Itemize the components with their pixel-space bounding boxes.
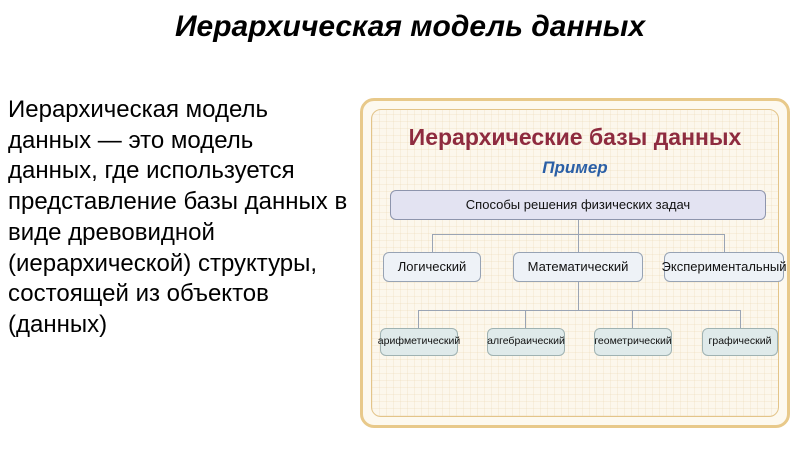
diagram-node-level2-2: Экспериментальный <box>664 252 784 282</box>
connector-level3-1 <box>525 310 526 328</box>
connector-level2-mid <box>578 234 579 252</box>
diagram-node-level2-1: Математический <box>513 252 643 282</box>
diagram-title: Иерархические базы данных <box>408 124 742 150</box>
diagram-node-level3-0: арифметический <box>380 328 458 356</box>
connector-level2-left <box>432 234 433 252</box>
connector-root-down <box>578 220 579 234</box>
diagram-inner-frame <box>371 109 787 417</box>
connector-level3-3 <box>740 310 741 328</box>
page-title: Иерархическая модель данных <box>174 10 646 43</box>
diagram-node-level3-3: графический <box>702 328 778 356</box>
connector-level2-mid-down <box>578 282 579 310</box>
connector-level3-0 <box>418 310 419 328</box>
diagram-node-level3-2: геометрический <box>594 328 672 356</box>
diagram-panel <box>360 98 790 428</box>
diagram-node-level2-0: Логический <box>383 252 481 282</box>
slide-body-text: Иерархическая модель данных — это модель данных, где используется представление базы данных в виде древовидной (иерархической) структуры, состоящей из объектов (данных) <box>8 96 348 339</box>
connector-level3-2 <box>632 310 633 328</box>
diagram-node-level3-1: алгебраический <box>487 328 565 356</box>
diagram-subtitle: Пример <box>542 158 608 177</box>
diagram-node-root: Способы решения физических задач <box>390 190 766 220</box>
connector-level2-right <box>724 234 725 252</box>
connector-level3-bus <box>418 310 740 311</box>
